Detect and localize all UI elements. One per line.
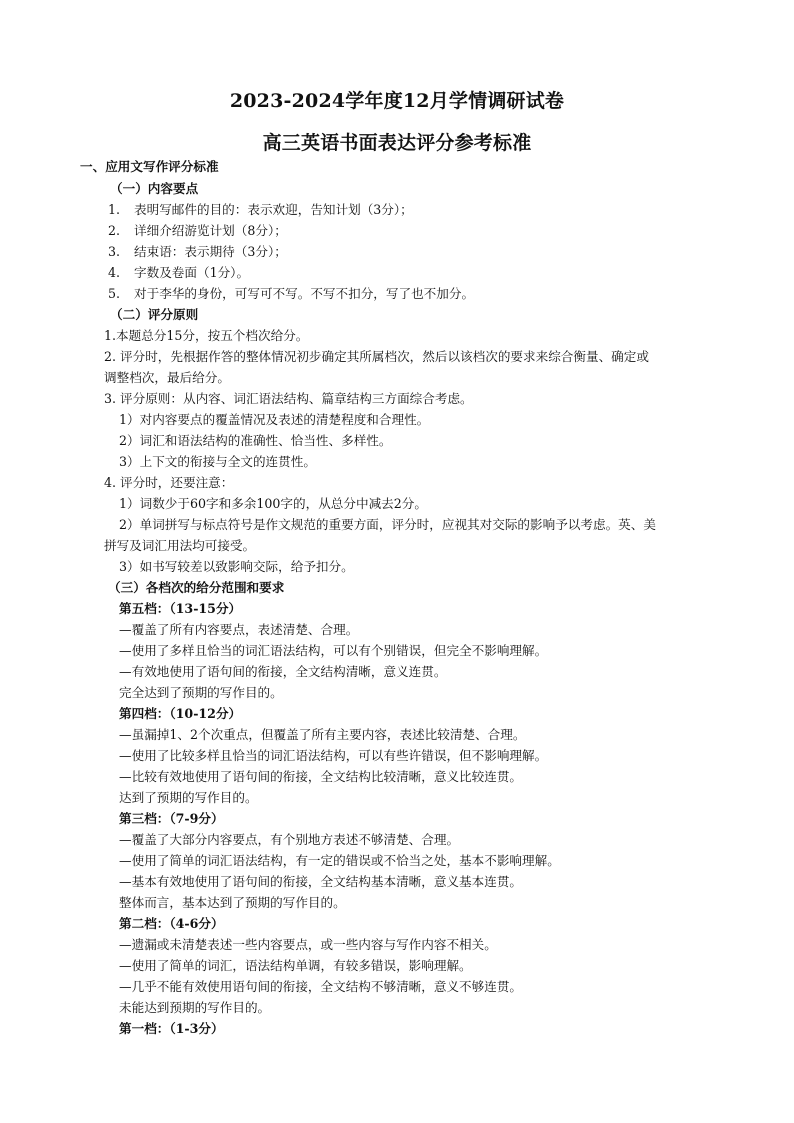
principle-subitem: 2）词汇和语法结构的准确性、恰当性、多样性。 xyxy=(119,433,392,448)
grade-line: —使用了多样且恰当的词汇语法结构，可以有个别错误，但完全不影响理解。 xyxy=(119,643,548,658)
section-heading: 一、应用文写作评分标准 xyxy=(80,159,219,174)
list-text: 对于李华的身份，可写可不写。不写不扣分，写了也不加分。 xyxy=(134,286,475,301)
grade-line: —覆盖了大部分内容要点，有个别地方表述不够清楚、合理。 xyxy=(119,832,460,847)
list-item xyxy=(108,202,413,218)
page-subtitle: 高三英语书面表达评分参考标准 xyxy=(262,132,532,154)
principle-subitem: 1）词数少于60字和多余100字的，从总分中减去2分。 xyxy=(119,496,427,511)
list-text: 字数及卷面（1分）。 xyxy=(134,265,250,280)
list-text: 详细介绍游览计划（8分）； xyxy=(134,223,287,238)
grade-line: 完全达到了预期的写作目的。 xyxy=(119,685,283,700)
list-number: 5. xyxy=(108,286,121,301)
principle-text: 2. 评分时，先根据作答的整体情况初步确定其所属档次，然后以该档次的要求来综合衡量、确定或 xyxy=(104,349,649,364)
grade-line: —有效地使用了语句间的衔接，全文结构清晰，意义连贯。 xyxy=(119,664,447,679)
grade-line: —几乎不能有效使用语句间的衔接，全文结构不够清晰，意义不够连贯。 xyxy=(119,979,522,994)
grade-label: 第一档：（1-3分） xyxy=(119,1021,224,1036)
grade-label: 第二档：（4-6分） xyxy=(119,916,224,931)
grade-line: 未能达到预期的写作目的。 xyxy=(119,1000,271,1015)
principle-subitem: 拼写及词汇用法均可接受。 xyxy=(104,538,256,553)
grade-line: —比较有效地使用了语句间的衔接，全文结构比较清晰，意义比较连贯。 xyxy=(119,769,522,784)
principle-subitem: 3）上下文的衔接与全文的连贯性。 xyxy=(119,454,316,469)
part-heading-grades: （三）各档次的给分范围和要求 xyxy=(108,580,285,595)
list-number: 4. xyxy=(108,265,121,280)
page-title: 2023-2024学年度12月学情调研试卷 xyxy=(229,90,565,112)
grade-label: 第五档：（13-15分） xyxy=(119,601,242,616)
principle-text: 调整档次，最后给分。 xyxy=(104,370,230,385)
list-text: 表明写邮件的目的：表示欢迎，告知计划（3分）； xyxy=(134,202,413,217)
list-item xyxy=(108,223,287,239)
list-item xyxy=(108,286,474,302)
principle-subitem: 1）对内容要点的覆盖情况及表述的清楚程度和合理性。 xyxy=(119,412,430,427)
list-number: 1. xyxy=(108,202,121,217)
grade-line: 达到了预期的写作目的。 xyxy=(119,790,258,805)
principle-subitem: 3）如书写较差以致影响交际，给予扣分。 xyxy=(119,559,354,574)
list-number: 2. xyxy=(108,223,121,238)
grade-line: —虽漏掉1、2个次重点，但覆盖了所有主要内容，表述比较清楚、合理。 xyxy=(119,727,526,742)
grade-label: 第三档：（7-9分） xyxy=(119,811,224,826)
grade-line: —覆盖了所有内容要点，表述清楚、合理。 xyxy=(119,622,359,637)
principle-text: 4. 评分时，还要注意： xyxy=(104,475,234,490)
grade-line: —使用了简单的词汇，语法结构单调，有较多错误，影响理解。 xyxy=(119,958,472,973)
list-item xyxy=(108,265,249,281)
list-text: 结束语：表示期待（3分）； xyxy=(134,244,287,259)
grade-line: —遗漏或未清楚表述一些内容要点，或一些内容与写作内容不相关。 xyxy=(119,937,497,952)
list-item xyxy=(108,244,287,260)
grade-line: —使用了简单的词汇语法结构，有一定的错误或不恰当之处，基本不影响理解。 xyxy=(119,853,560,868)
grade-line: —基本有效地使用了语句间的衔接，全文结构基本清晰，意义基本连贯。 xyxy=(119,874,522,889)
grade-line: 整体而言，基本达到了预期的写作目的。 xyxy=(119,895,346,910)
grade-line: —使用了比较多样且恰当的词汇语法结构，可以有些许错误，但不影响理解。 xyxy=(119,748,548,763)
part-heading-content-points: （一）内容要点 xyxy=(110,181,199,196)
list-number: 3. xyxy=(108,244,121,259)
principle-subitem: 2）单词拼写与标点符号是作文规范的重要方面，评分时，应视其对交际的影响予以考虑。英、美 xyxy=(119,517,656,532)
principle-text: 3. 评分原则：从内容、词汇语法结构、篇章结构三方面综合考虑。 xyxy=(104,391,473,406)
principle-text: 1.本题总分15分，按五个档次给分。 xyxy=(104,328,309,343)
grade-label: 第四档：（10-12分） xyxy=(119,706,242,721)
part-heading-principles: （二）评分原则 xyxy=(110,307,199,322)
